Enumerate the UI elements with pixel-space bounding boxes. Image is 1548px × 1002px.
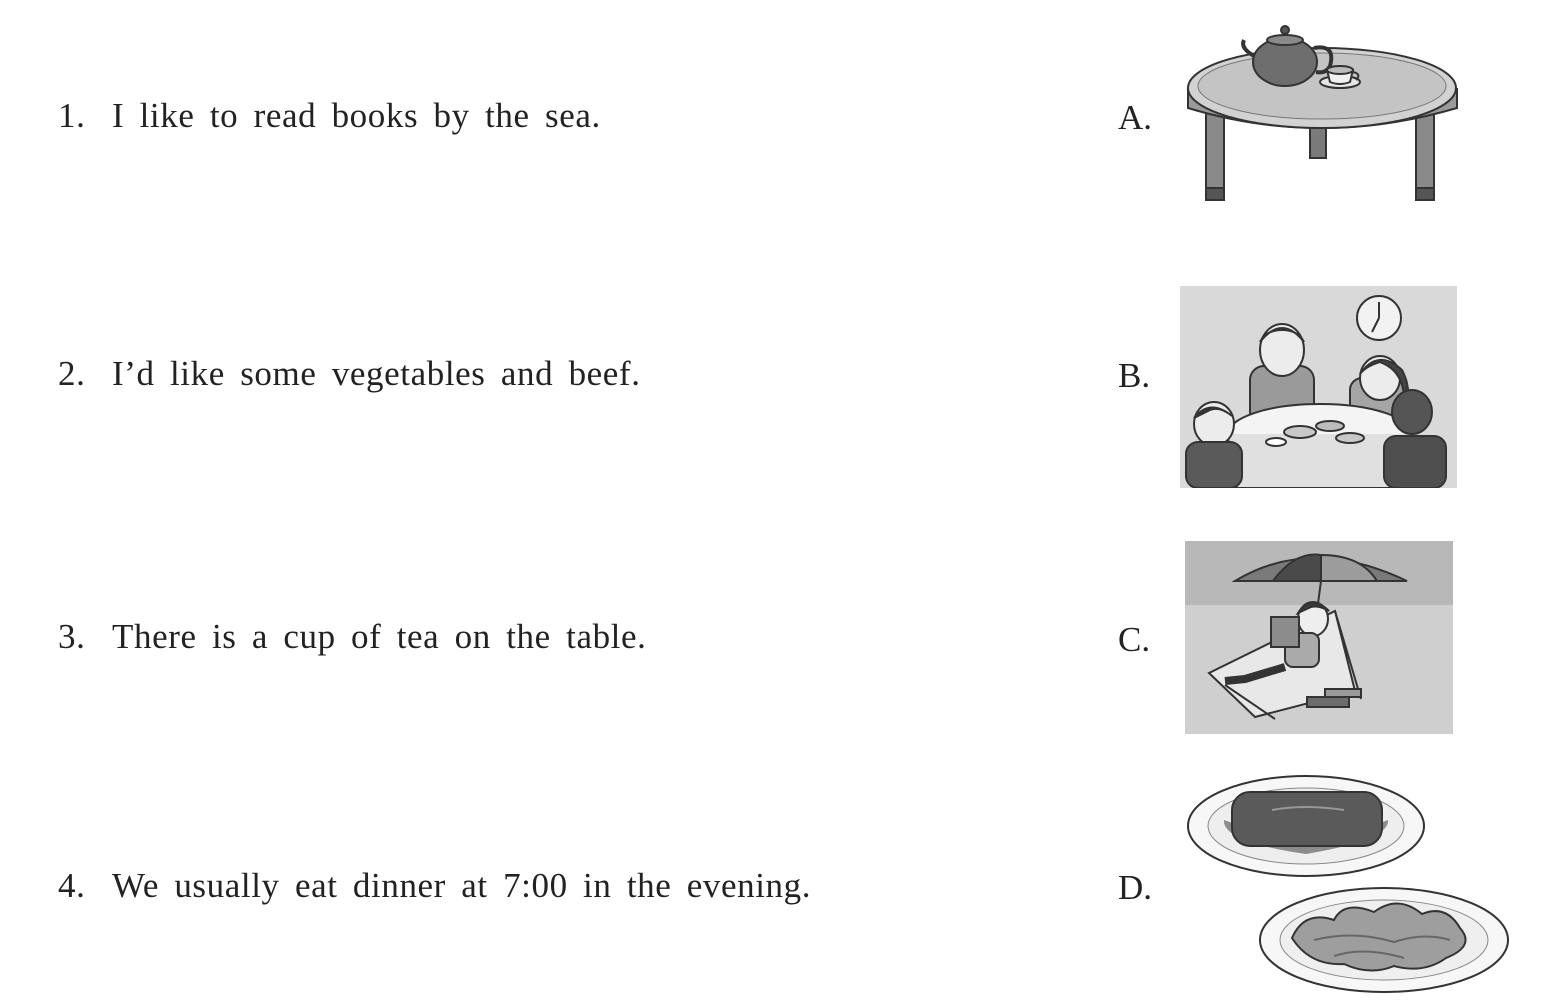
beach-reading-image	[1185, 541, 1453, 734]
sentence-text: There is a cup of tea on the table.	[112, 617, 647, 656]
sentence-number: 1.	[58, 96, 86, 135]
beef-vegetables-image	[1184, 770, 1510, 1000]
option-letter-b: B.	[1118, 356, 1151, 395]
sentence-text: I’d like some vegetables and beef.	[112, 354, 641, 393]
sentence-text: We usually eat dinner at 7:00 in the evening.	[112, 866, 812, 905]
family-dinner-image	[1180, 286, 1457, 488]
sentence-text: I like to read books by the sea.	[112, 96, 601, 135]
sentence-number: 2.	[58, 354, 86, 393]
sentence-number: 4.	[58, 866, 86, 905]
sentence-1	[58, 96, 601, 136]
sentence-3	[58, 617, 647, 657]
option-letter-a: A.	[1118, 98, 1153, 137]
sentence-number: 3.	[58, 617, 86, 656]
option-letter-d: D.	[1118, 868, 1153, 907]
sentence-2	[58, 354, 641, 394]
table-teapot-image	[1180, 18, 1465, 208]
sentence-4	[58, 866, 811, 906]
option-letter-c: C.	[1118, 620, 1151, 659]
